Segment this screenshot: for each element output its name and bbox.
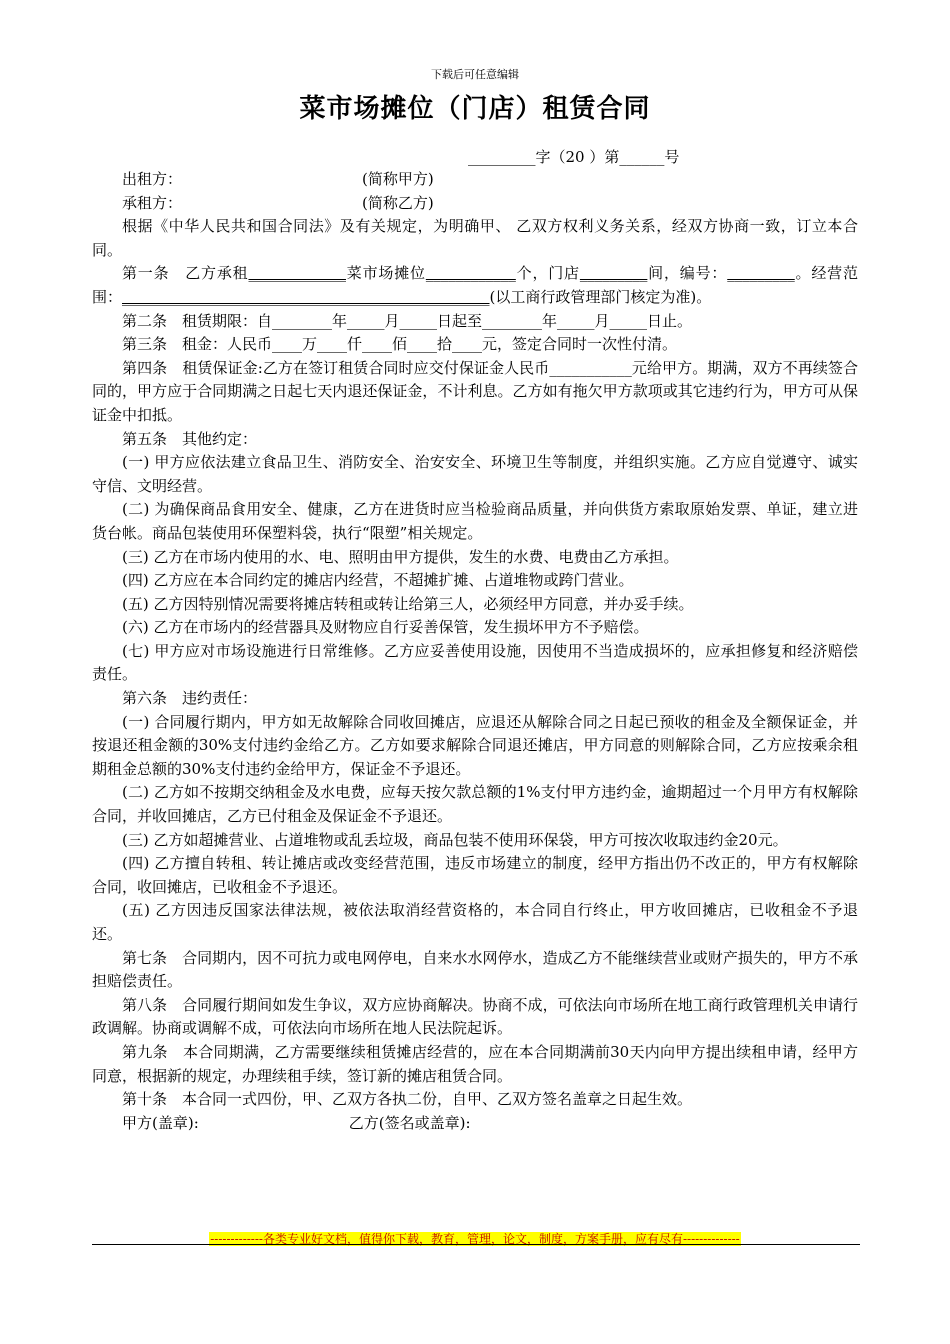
lessor-label: 出租方：	[122, 170, 183, 188]
article-5-item: (四) 乙方应在本合同约定的摊店内经营，不超摊扩摊、占道堆物或跨门营业。	[122, 571, 634, 590]
article-1-text: (以工商行政管理部门核定为准)。	[489, 287, 712, 306]
document-number: _________字（20 ）第______号	[468, 148, 680, 166]
party-a-signature-label: 甲方(盖章):	[122, 1113, 199, 1132]
lessee-abbr: (简称乙方)	[362, 193, 434, 212]
article-1-text: 个，门店	[515, 264, 580, 283]
article-6-item: (三) 乙方如超摊营业、占道堆物或乱丢垃圾，商品包装不使用环保袋，甲方可按次收取违约金20元。	[122, 830, 788, 849]
intro-paragraph: 根据《中华人民共和国合同法》及有关规定，为明确甲、 乙双方权利义务关系，经双方协商一致，订立本合同。	[92, 217, 858, 259]
article-5-item: (六) 乙方在市场内的经营器具及财物应自行妥善保管，发生损坏甲方不予赔偿。	[122, 618, 649, 637]
blank-field: ____________	[425, 264, 516, 283]
blank-field: _________	[579, 264, 648, 283]
blank-field: _________	[727, 264, 795, 283]
article-1-text: 第一条 乙方承租	[122, 264, 249, 283]
lessor-abbr: (简称甲方)	[362, 170, 434, 188]
lessee-line	[92, 192, 858, 216]
header-note: 下载后可任意编辑	[431, 68, 519, 81]
article-2: 第二条 租赁期限：自________年_____月_____日起至________年_____月_____日止。	[122, 311, 693, 330]
article-6-item: (二) 乙方如不按期交纳租金及水电费，应每天按欠款总额的1%支付甲方违约金，逾期超过一个月甲方有权解除合同，并收回摊店，乙方已付租金及保证金不予退还。	[92, 783, 858, 826]
blank-field: _________________________________________________	[122, 287, 490, 306]
article-5-heading: 第五条 其他约定：	[122, 429, 258, 448]
footer-rule	[92, 1244, 860, 1245]
lessee-label: 承租方：	[122, 193, 183, 212]
article-1	[92, 262, 858, 309]
article-5-item: (二) 为确保商品食用安全、健康，乙方在进货时应当检验商品质量，并向供货方索取原始发票、单证，建立进货台帐。商品包装使用环保塑料袋，执行“限塑”相关规定。	[92, 500, 858, 542]
article-7: 第七条 合同期内，因不可抗力或电网停电，自来水水网停水，造成乙方不能继续营业或财产损失的，甲方不承担赔偿责任。	[92, 948, 858, 991]
article-5-item: (五) 乙方因特别情况需要将摊店转租或转让给第三人，必须经甲方同意，并办妥手续。	[122, 594, 694, 613]
article-9: 第九条 本合同期满，乙方需要继续租赁摊店经营的，应在本合同期满前30天内向甲方提出续租申请，经甲方同意，根据新的规定，办理续租手续，签订新的摊店租赁合同。	[92, 1042, 858, 1085]
article-6-item: (四) 乙方擅自转租、转让摊店或改变经营范围，违反市场建立的制度，经甲方指出仍不改正的，甲方有权解除合同，收回摊店，已收租金不予退还。	[92, 854, 858, 896]
article-6-heading: 第六条 违约责任：	[122, 689, 258, 708]
article-5-item: (三) 乙方在市场内使用的水、电、照明由甲方提供，发生的水费、电费由乙方承担。	[122, 547, 679, 566]
signature-line	[92, 1112, 858, 1136]
article-4: 第四条 租赁保证金:乙方在签订租赁合同时应交付保证金人民币___________元给甲方。期满，双方不再续签合同的，甲方应于合同期满之日起七天内退还保证金，不计利息。乙方如有拖欠甲方款项或其它违约行为，甲方可从保证金中扣抵。	[92, 358, 858, 424]
lessor-line	[92, 168, 858, 192]
page-title: 菜市场摊位（门店）租赁合同	[299, 94, 651, 124]
article-1-text: 。经营范围：	[92, 264, 858, 306]
article-5-item: (七) 甲方应对市场设施进行日常维修。乙方应妥善使用设施，因使用不当造成损坏的，应承担修复和经济赔偿责任。	[92, 641, 858, 684]
party-b-signature-label: 乙方(签名或盖章):	[348, 1113, 471, 1132]
article-6-item: (一) 合同履行期内，甲方如无故解除合同收回摊店，应退还从解除合同之日起已预收的租金及全额保证金，并按退还租金额的30%支付违约金给乙方。乙方如要求解除合同退还摊店，甲方同意的则解除合同，乙方应按乘余租期租金总额的30%支付违约金给甲方，保证金不予退还。	[92, 712, 858, 778]
article-8: 第八条 合同履行期间如发生争议，双方应协商解决。协商不成，可依法向市场所在地工商行政管理机关申请行政调解。协商或调解不成，可依法向市场所在地人民法院起诉。	[92, 995, 858, 1038]
article-5-item: (一) 甲方应依法建立食品卫生、消防安全、治安安全、环境卫生等制度，并组织实施。乙方应自觉遵守、诚实守信、文明经营。	[92, 453, 858, 495]
blank-field: _____________	[248, 264, 346, 283]
article-3: 第三条 租金：人民币____万____仟____佰____拾____元，签定合同时一次性付清。	[122, 335, 678, 354]
article-1-text: 间，编号：	[647, 264, 728, 283]
contract-body	[92, 168, 858, 1135]
article-6-item: (五) 乙方因违反国家法律法规，被依法取消经营资格的，本合同自行终止，甲方收回摊店，已收租金不予退还。	[92, 901, 858, 943]
article-1-text: 菜市场摊位	[345, 264, 426, 283]
article-10: 第十条 本合同一式四份，甲、乙双方各执二份，自甲、乙双方签名盖章之日起生效。	[122, 1090, 693, 1109]
footer-banner-text: -------------各类专业好文档，值得你下载，教育，管理，论文，制度，方案手册，应有尽有--------------	[210, 1232, 740, 1246]
